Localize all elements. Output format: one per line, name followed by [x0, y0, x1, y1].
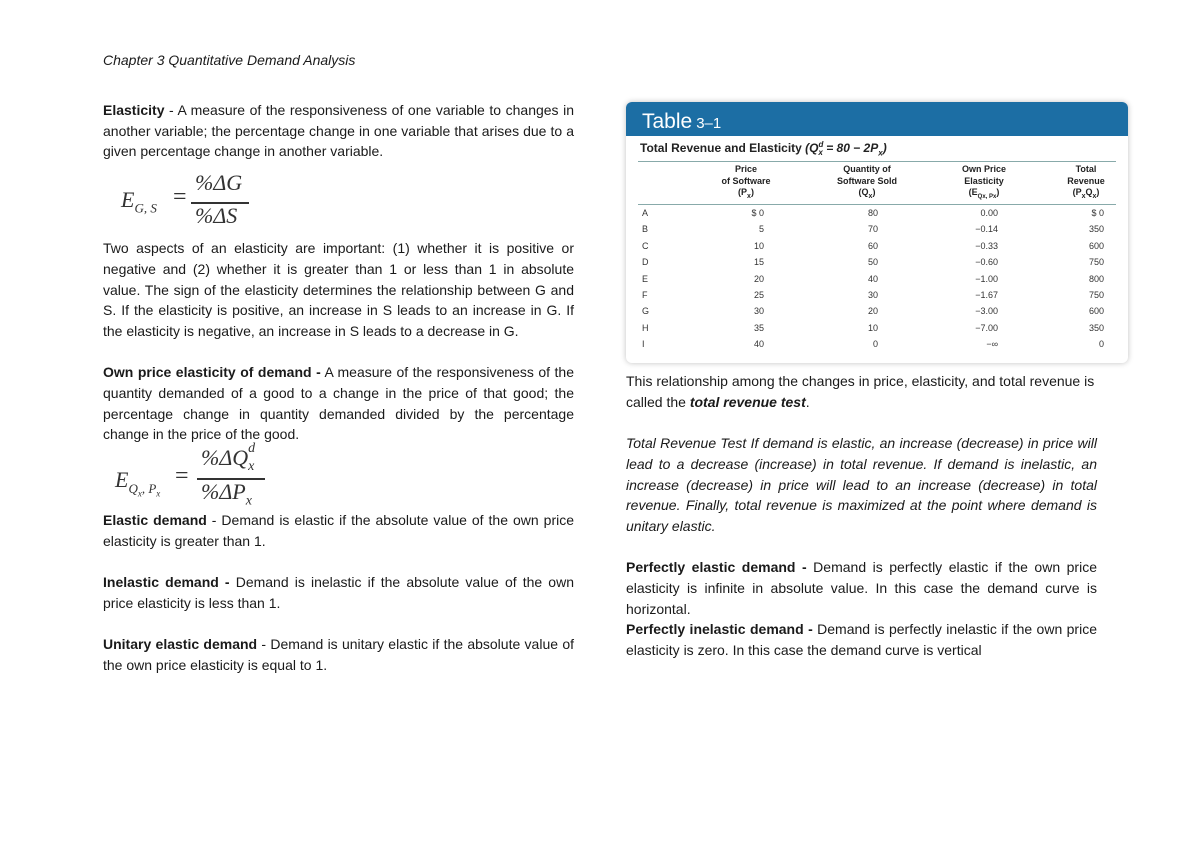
cell-revenue: 0	[1098, 339, 1104, 350]
unitary-term: Unitary elastic demand	[103, 636, 258, 653]
elasticity-text: - A measure of the responsiveness of one variable to changes in another variable; the percentage change in one variable that arises due to a given percentage change in another variable.	[103, 102, 574, 160]
cell-quantity: 50	[867, 257, 878, 268]
row-label: C	[642, 240, 649, 251]
row-label: I	[642, 339, 645, 350]
page-header: Chapter 3 Quantitative Demand Analysis	[103, 52, 356, 68]
table-row	[626, 255, 1128, 272]
table-row	[626, 272, 1128, 289]
table-row	[626, 239, 1128, 256]
cell-elasticity: −7.00	[975, 322, 998, 333]
cell-revenue: 750	[1088, 290, 1104, 300]
formula-equals: =	[173, 184, 187, 211]
table-row	[626, 321, 1128, 338]
elasticity-definition	[103, 100, 574, 162]
cell-quantity: 0	[872, 339, 878, 350]
elastic-demand-definition	[103, 510, 574, 551]
cell-price: 25	[753, 290, 764, 300]
row-label: B	[642, 224, 649, 235]
table-title: Table 3–1	[642, 110, 722, 133]
cell-price: 5	[758, 224, 764, 235]
col-header-revenue: Total Revenue $(P_xQ_x)$	[1067, 164, 1105, 200]
elasticity-formula	[103, 170, 574, 238]
cell-price: 35	[753, 322, 764, 333]
cell-price: $ 0	[751, 208, 764, 218]
right-column	[626, 371, 1097, 661]
perfectly-inelastic-term: Perfectly inelastic demand -	[626, 621, 813, 638]
cell-elasticity: 0.00	[980, 208, 998, 218]
table-row	[626, 337, 1128, 354]
table-rule-header	[638, 204, 1116, 205]
own-price-text: A measure of the responsiveness of the quantity demanded of a good to a change in the price of that good; the percentage change in quantity demanded divided by the percentage change in the price of the good.	[103, 364, 574, 443]
table-rule-top	[638, 161, 1116, 162]
row-label: F	[642, 290, 648, 300]
perfectly-inelastic-definition: Perfectly inelastic demand - Demand is perfectly inelastic if the own price elasticity is zero. In this case the demand curve is vertical	[626, 621, 1097, 659]
cell-elasticity: −1.67	[975, 290, 998, 300]
cell-quantity: 10	[867, 322, 878, 333]
cell-revenue: 750	[1088, 257, 1104, 268]
cell-elasticity: −0.60	[975, 257, 998, 268]
cell-elasticity: −∞	[986, 339, 998, 350]
own-price-formula	[103, 441, 574, 510]
table-row	[626, 206, 1128, 223]
cell-revenue: 350	[1088, 224, 1104, 235]
elastic-text: - Demand is elastic if the absolute value of the own price elasticity is greater than 1.	[103, 512, 574, 549]
row-label: E	[642, 273, 649, 284]
total-revenue-test-term: total revenue test	[689, 393, 806, 410]
formula2-lhs: $E_{Q_x, P_x}$	[115, 467, 161, 499]
cell-quantity: 70	[867, 224, 878, 235]
perfectly-elastic-definition: Perfectly elastic demand - Demand is perfectly elastic if the own price elasticity is infinite in absolute value. In this case the demand curve is horizontal.	[626, 559, 1097, 617]
row-label: G	[642, 306, 650, 317]
elasticity-term: Elasticity	[103, 102, 165, 118]
row-label: A	[642, 208, 649, 218]
cell-quantity: 40	[867, 273, 878, 284]
table-row	[626, 304, 1128, 321]
table-subtitle: Total Revenue and Elasticity $(Q^d_x = 80 - 2P_x)$	[640, 140, 887, 158]
unitary-text: - Demand is unitary elastic if the absolute value of the own price elasticity is equal to 1.	[103, 636, 574, 674]
unitary-demand-definition	[103, 634, 574, 675]
cell-price: 10	[753, 240, 764, 251]
col-header-price: Price of Software $(P_x)$	[721, 164, 771, 200]
cell-revenue: 350	[1088, 322, 1104, 333]
perfectly-elastic-term: Perfectly elastic demand -	[626, 559, 807, 576]
col-header-elasticity: Own Price Elasticity $(E_{Qx, Px})$	[961, 164, 1006, 200]
formula-denominator: %ΔS	[195, 203, 238, 229]
own-price-elasticity-definition	[103, 362, 574, 445]
formula2-numerator: %ΔQ d x	[201, 441, 256, 475]
total-revenue-intro: This relationship among the changes in price, elasticity, and total revenue is called the total revenue test.	[626, 373, 1095, 410]
left-column	[103, 100, 574, 676]
total-revenue-test-paragraph: Total Revenue Test If demand is elastic, an increase (decrease) in price will lead to a decrease (increase) in total revenue. If demand is inelastic, an increase (decrease) in price will lead to an increase (decrease) in total revenue. Finally, total revenue is maximized at the point where demand is unitary elastic.	[626, 435, 1097, 534]
formula-lhs: $E_{G, S}$	[121, 187, 157, 216]
cell-elasticity: −0.33	[975, 240, 998, 251]
table-header-bar	[626, 102, 1128, 136]
table-3-1	[626, 102, 1128, 363]
cell-quantity: 30	[867, 290, 878, 300]
own-price-term: Own price elasticity of demand -	[103, 364, 321, 381]
formula2-equals: =	[175, 463, 189, 490]
cell-price: 30	[753, 306, 764, 317]
cell-revenue: $ 0	[1091, 208, 1104, 218]
cell-revenue: 600	[1088, 306, 1104, 317]
cell-elasticity: −1.00	[975, 273, 998, 284]
table-row	[626, 288, 1128, 305]
formula-numerator: %ΔG	[195, 170, 243, 196]
row-label: H	[642, 322, 649, 333]
elastic-term: Elastic demand	[103, 512, 207, 529]
cell-quantity: 20	[867, 306, 878, 317]
cell-elasticity: −3.00	[975, 306, 998, 317]
col-header-quantity: Quantity of Software Sold $(Q_x)$	[836, 164, 897, 200]
formula2-denominator: $\%\Delta P_x$	[201, 479, 252, 509]
inelastic-text: Demand is inelastic if the absolute value of the own price elasticity is less than 1.	[103, 574, 574, 611]
cell-quantity: 80	[867, 208, 878, 218]
inelastic-demand-definition	[103, 572, 574, 613]
cell-revenue: 600	[1088, 240, 1104, 251]
cell-price: 15	[753, 257, 764, 268]
cell-elasticity: −0.14	[975, 224, 998, 235]
table-row	[626, 222, 1128, 239]
cell-revenue: 800	[1088, 273, 1104, 284]
cell-price: 40	[753, 339, 764, 350]
cell-quantity: 60	[867, 240, 878, 251]
two-aspects-paragraph: Two aspects of an elasticity are important: (1) whether it is positive or negative and (2) whether it is greater than 1 or less than 1 in absolute value. The sign of the elasticity determines the relationship between G and S. If the elasticity is positive, an increase in S leads to an increase in G. If the elasticity is negative, an increase in S leads to a decrease in G.	[103, 240, 574, 339]
cell-price: 20	[753, 273, 764, 284]
row-label: D	[642, 257, 649, 268]
inelastic-term: Inelastic demand -	[103, 574, 230, 591]
